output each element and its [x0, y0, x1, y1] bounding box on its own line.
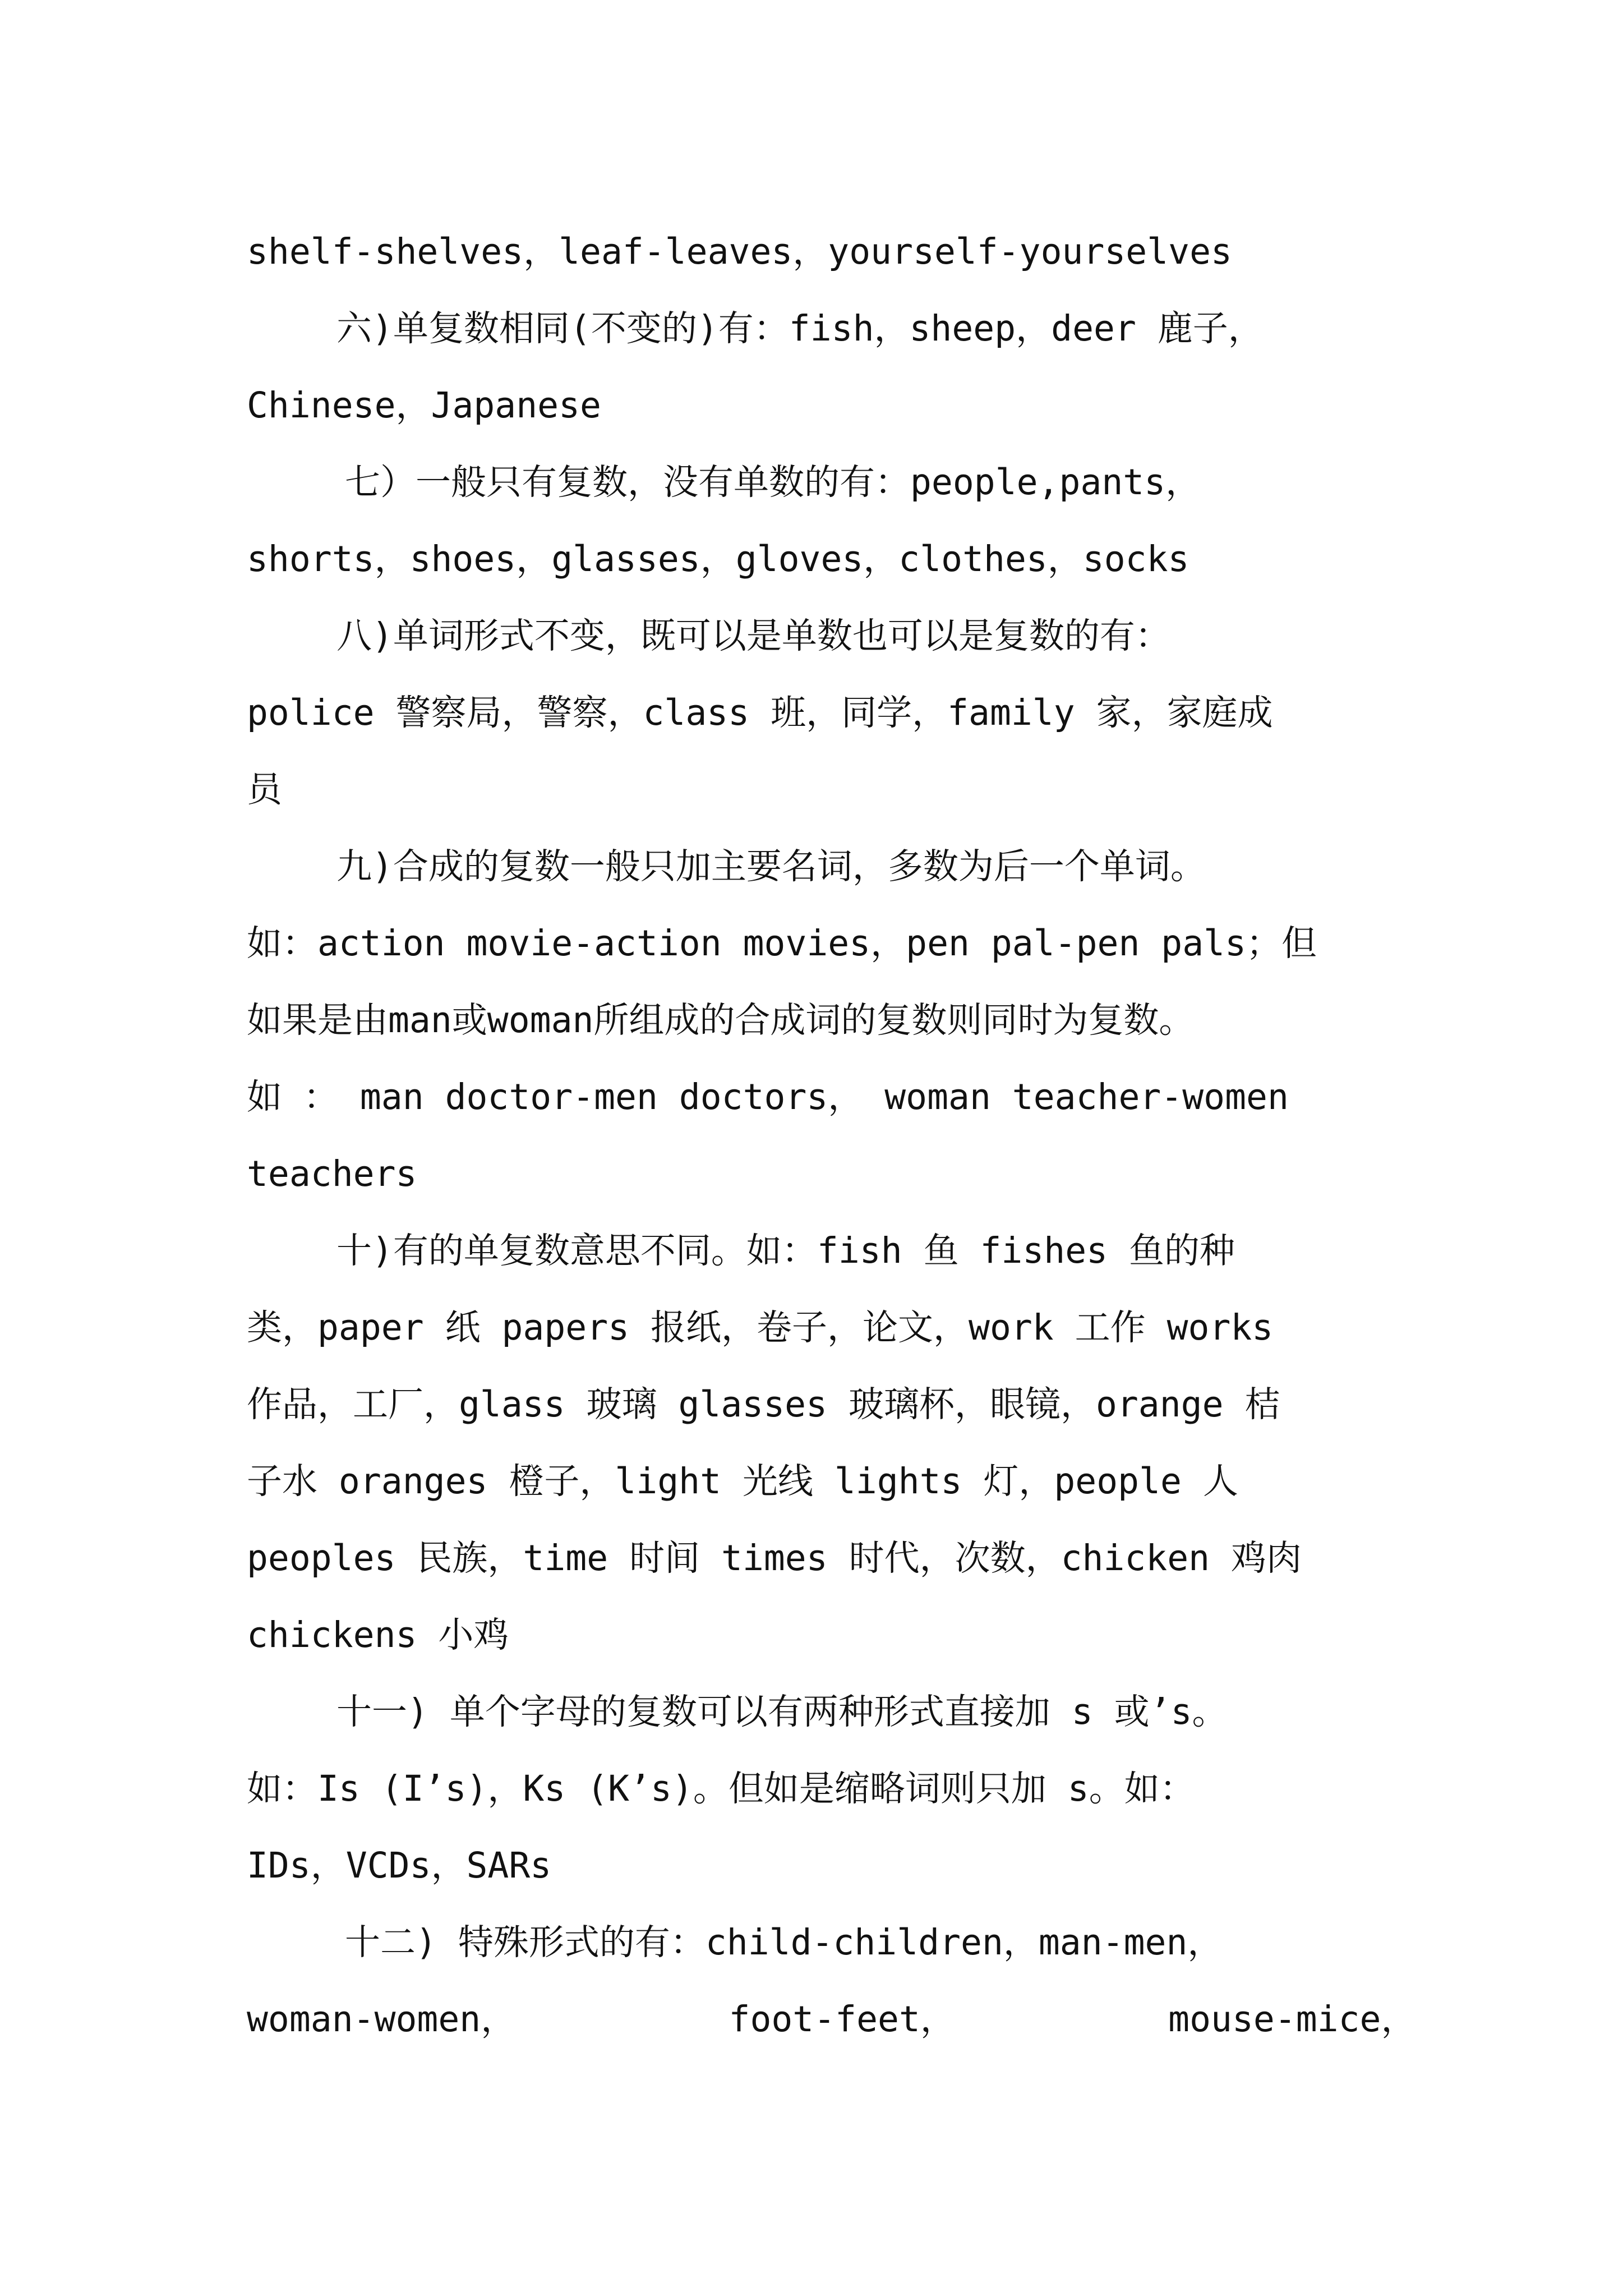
- text-line-12: 如 ： man doctor-men doctors， woman teacher-women: [247, 1076, 1289, 1117]
- text-line-22: IDs，VCDs，SARs: [247, 1845, 552, 1886]
- text-line-23: 十二) 特殊形式的有：child-children，man-men，: [345, 1922, 1223, 1963]
- text-line-20: 十一) 单个字母的复数可以有两种形式直接加 s 或’s。: [336, 1691, 1228, 1732]
- text-line-9: 九)合成的复数一般只加主要名词，多数为后一个单词。: [336, 846, 1206, 887]
- text-line-7: police 警察局，警察，class 班，同学，family 家，家庭成: [247, 692, 1273, 733]
- text-line-5: shorts，shoes，glasses，gloves，clothes，socks: [247, 539, 1189, 579]
- text-line-8: 员: [247, 769, 282, 810]
- text-line-19: chickens 小鸡: [247, 1614, 509, 1655]
- text-line-1: shelf-shelves，leaf-leaves，yourself-yourselves: [247, 231, 1232, 272]
- text-line-6: 八)单词形式不变，既可以是单数也可以是复数的有：: [336, 615, 1170, 656]
- text-line-4: 七）一般只有复数，没有单数的有：people,pants，: [345, 462, 1201, 503]
- document-page: [247, 213, 1417, 2058]
- text-line-24: woman-women， foot-feet， mouse-mice，: [247, 1999, 1417, 2040]
- text-line-11: 如果是由man或woman所组成的合成词的复数则同时为复数。: [247, 1000, 1195, 1041]
- text-line-21: 如：Is (I’s)，Ks (K’s)。但如是缩略词则只加 s。如：: [247, 1768, 1195, 1809]
- text-line-14: 十)有的单复数意思不同。如：fish 鱼 fishes 鱼的种: [336, 1230, 1235, 1271]
- text-line-17: 子水 oranges 橙子，light 光线 lights 灯，people 人: [247, 1461, 1238, 1502]
- text-line-10: 如：action movie-action movies，pen pal-pen pals；但: [247, 923, 1317, 964]
- text-line-18: peoples 民族，time 时间 times 时代，次数，chicken 鸡肉: [247, 1538, 1302, 1579]
- text-line-3: Chinese，Japanese: [247, 385, 601, 426]
- text-line-16: 作品，工厂，glass 玻璃 glasses 玻璃杯，眼镜，orange 桔: [247, 1384, 1280, 1425]
- text-line-15: 类，paper 纸 papers 报纸，卷子，论文，work 工作 works: [247, 1307, 1274, 1348]
- text-line-13: teachers: [247, 1153, 417, 1194]
- text-line-2: 六)单复数相同(不变的)有：fish，sheep，deer 鹿子，: [336, 308, 1264, 349]
